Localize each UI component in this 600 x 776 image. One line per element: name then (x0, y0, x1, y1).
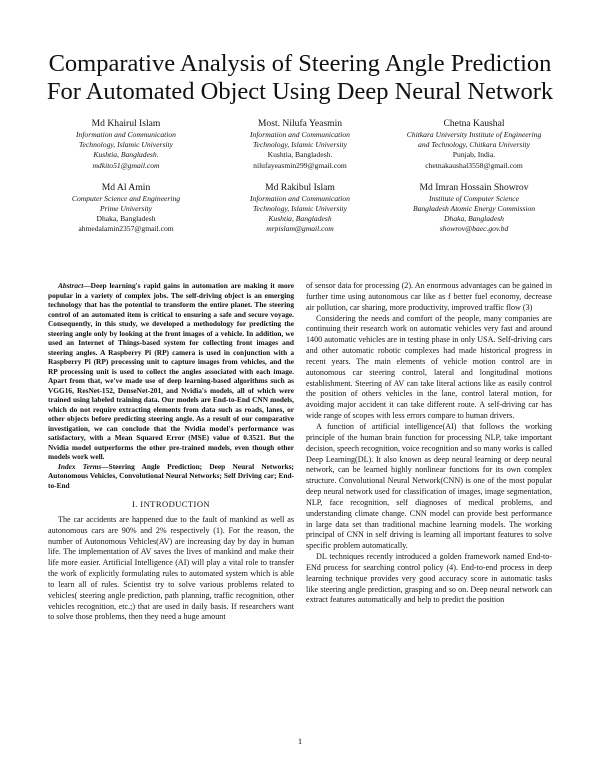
body-paragraph: A function of artificial intelligence(AI) that follows the working principle of the human brain function for processing NLP, take important decision, speech recognition, voice recognition and so many works is called Deep Learning(DL). It also known as deep neural learning or deep neural network, can be learned highly nonlinear functions for its own complex structure. Convolutional Neural Network(CNN) is one of the most popular deep neural network used for classification of images, image segmentation, NLP, face recognition, self diagnoses of medical problems, and understanding climate change. CNN model can provide best performance in large data set than traditional machine learning models. The working principal of CNN in self driving is learning all important features to solve specific problem automatically. (306, 421, 552, 551)
author-location: Dhaka, Bangladesh (444, 214, 504, 224)
author-name: Md Imran Hossain Showrov (419, 181, 529, 193)
author-affiliation: Bangladesh Atomic Energy Commission (412, 204, 536, 214)
author-location: Punjab, India. (452, 150, 496, 160)
author-name: Md Khairul Islam (91, 118, 161, 129)
author-2 (214, 117, 386, 171)
author-affiliation: Technology, Islamic University (253, 140, 347, 150)
author-row-2 (40, 181, 560, 235)
author-affiliation: Technology, Islamic University (79, 140, 173, 150)
author-name: Most. Nilufa Yeasmin (257, 118, 343, 129)
author-email[interactable]: showrov@baec.gov.bd (439, 224, 509, 234)
author-4 (40, 181, 212, 235)
author-3 (388, 117, 560, 171)
author-affiliation: Computer Science and Engineering (71, 193, 181, 203)
author-location: Dhaka, Bangladesh (96, 214, 156, 224)
author-location: Kushtia, Bangladesh. (93, 150, 159, 160)
author-location: Kushtia, Bangladesh. (267, 150, 333, 160)
paper-title (30, 50, 570, 106)
author-affiliation: Information and Communication (250, 130, 350, 139)
author-affiliation: Institute of Computer Science (428, 193, 520, 203)
index-terms-text: —Steering Angle Prediction; Deep Neural Networks; Autonomous Vehicles, Convolutional Neural Networks; Self Driving car; End-to-End (48, 461, 294, 490)
author-5 (214, 181, 386, 235)
author-affiliation: Information and Communication (250, 193, 350, 203)
body-paragraph: of sensor data for processing (2). An enormous advantages can be gained in further time using autonomous car like as f better fuel economy, decrease air pollution, car sharing, more productivity, improved traffic flow (3) (306, 281, 552, 312)
author-affiliation: Technology, Islamic University (253, 204, 347, 214)
abstract-text: —Deep learning's rapid gains in automation are making it more popular in a variety of complex jobs. The self-driving object is an emerging technology that has the potential to transform the entire planet. The steering control of an automated item is critical to ensuring a safe and secure voyage. Consequently, in this study, we developed a methodology for predicting the steering angle only by looking at the front images of a vehicle. In addition, we used an Internet of Things-based system for collecting front images and steering angles. A Raspberry Pi (RP) camera is used in conjunction with a Raspberry Pi (RP) processing unit to capture images from vehicles, and the RP processing unit is used to collect the angles associated with each image. Apart from that, we've made use of deep learning-based algorithms such as VGG16, ResNet-152, DenseNet-201, and Nvidia's models, all of which were trained using labeled training data. Our models are End-to-End CNN models, which do not require extracting elements from data such as roads, lanes, or other objects before predicting steering angle. As a result of our comparative investigation, we can conclude that the Nvidia model's performance was satisfactory, with a Mean Squared Error (MSE) value of 0.3521. But the Nvidia model outperforms the other pre-trained models, even though other models work well. (48, 281, 294, 461)
author-name: Md Rakibul Islam (265, 181, 335, 193)
author-name: Chetna Kaushal (443, 118, 505, 129)
abstract (48, 281, 294, 462)
title-line-1: Comparative Analysis of Steering Angle Prediction (48, 50, 552, 77)
page-number: 1 (297, 736, 303, 746)
title-line-2: For Automated Object Using Deep Neural Network (46, 78, 554, 105)
author-email[interactable]: chetnakaushal3558@gmail.com (425, 160, 523, 170)
intro-paragraph: The car accidents are happened due to the fault of mankind as well as autonomous cars are 90% and 2% respectively (1). For the reason, the number of Autonomous Vehicles(AV) are increasing day by day in human life. The implementation of AV saves the lives of mankind and make their life more easier. Artificial Intelligence (AI) will play a vital role to transfer the work of explicitly formulating rules to automated system which is able to learn all of rules. Scientist try to solve various problems related to vehicles( steering angle prediction, path planning, traffic recognition, other vehicles recognition, etc.;) that are used in daily basis. If researchers want to solve those problems, then they need a huge amount (48, 514, 294, 622)
author-email[interactable]: ahmedalamin2357@gmail.com (78, 224, 174, 234)
author-location: Kushtia, Bangladesh (268, 214, 332, 224)
right-column (306, 281, 552, 606)
author-block (40, 117, 560, 245)
author-affiliation: and Technology, Chitkara University (418, 140, 530, 150)
body-paragraph: Considering the needs and comfort of the people, many companies are continuing their research work on automatic vehicles very fast and around 1400 automatic vehicles are in testing phase in only USA. Self-driving cars and other automatic robotic complexes had made historical progress in recent years. The main elements of vehicle motion control are in autonomous car steering control, lateral and longitudinal motions establishment. Steering of AV can take literal actions like as easily control the position of others vehicles in the lane, control lateral motion, for avoiding major accident it can take different route. A self-driving car has wide range of scopes with less errors compare to human drivers. (306, 313, 552, 421)
author-affiliation: Prime University (99, 204, 153, 214)
author-name: Md Al Amin (101, 181, 151, 193)
author-email[interactable]: nilufayeasmin299@gmail.com (253, 160, 347, 170)
left-column (48, 281, 294, 623)
author-email[interactable]: mrpislam@gmail.com (266, 224, 334, 234)
author-affiliation: Information and Communication (76, 130, 176, 139)
section-heading: I. INTRODUCTION (131, 499, 211, 509)
author-1 (40, 117, 212, 171)
abstract-label: Abstract (58, 281, 84, 290)
author-row-1 (40, 117, 560, 171)
author-6 (388, 181, 560, 235)
author-email[interactable]: mdkito51@gmail.com (92, 160, 160, 170)
author-affiliation: Chitkara University Institute of Engineering (406, 130, 542, 139)
body-paragraph: DL techniques recently introduced a golden framework named End-to-ENd process for searching control policy (4). End-to-end process in deep learning technique provides very good accuracy score in automatic tasks like steering angle prediction, grasping and so on. Deep neural network can extract features automatically and help to predict the position (306, 552, 552, 605)
index-terms-label: Index Terms (58, 461, 102, 471)
index-terms (48, 462, 294, 491)
